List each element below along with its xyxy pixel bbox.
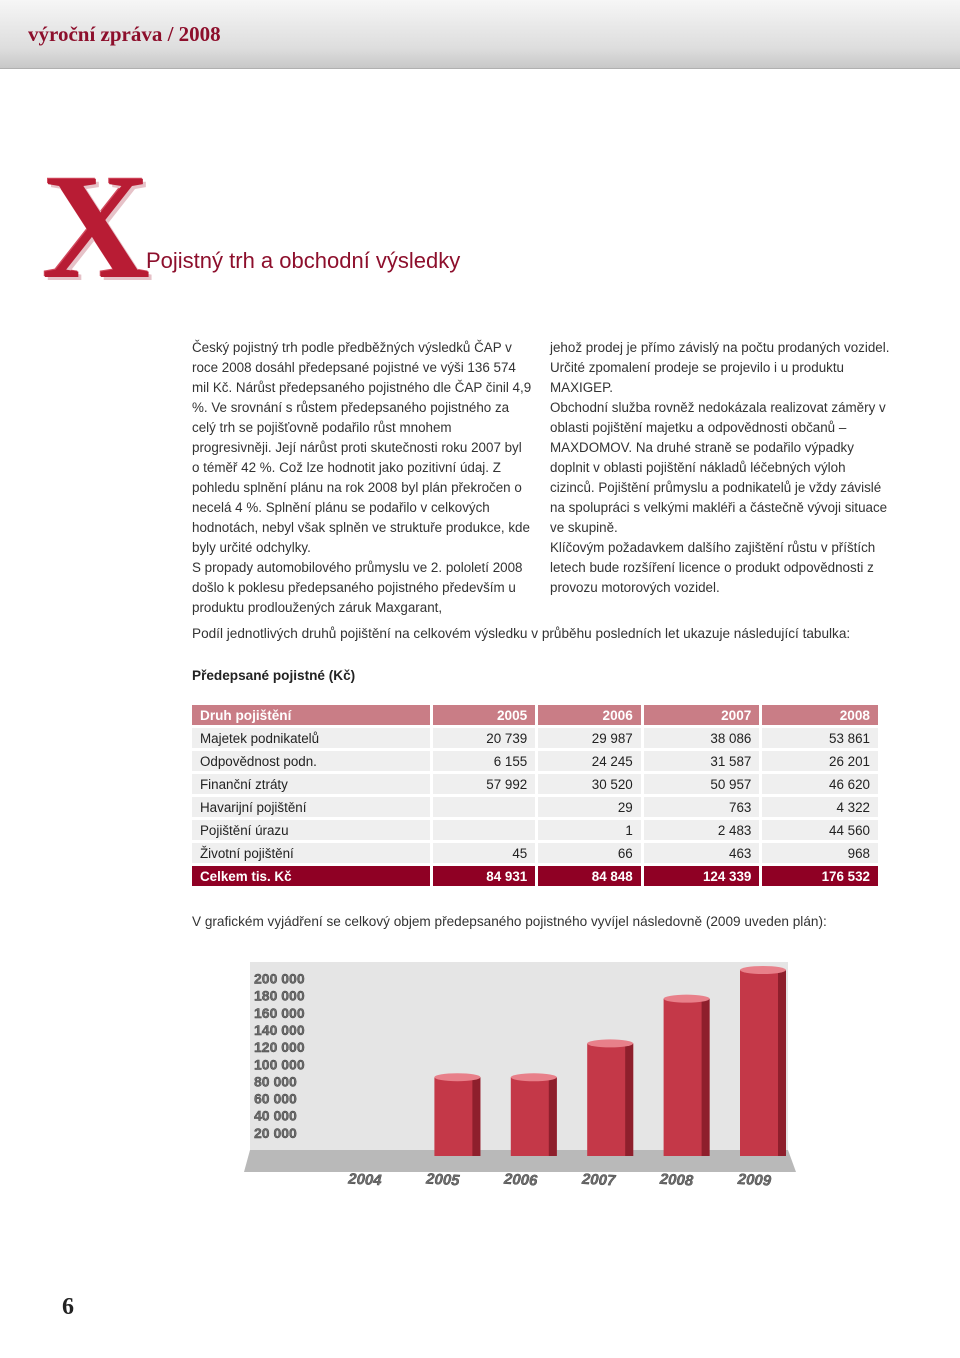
table-row — [192, 820, 878, 840]
bar-top-2005 — [434, 1073, 480, 1081]
x-tick-label: 2004 — [347, 1170, 383, 1190]
table-header-row — [192, 705, 878, 725]
y-tick-label: 200 000 — [254, 970, 305, 987]
table-cell: 30 520 — [535, 774, 641, 794]
table-cell: Pojištění úrazu — [192, 820, 430, 840]
y-tick-label: 160 000 — [254, 1004, 305, 1021]
bar-side-2009 — [778, 970, 786, 1156]
table-intro-text: Podíl jednotlivých druhů pojištění na celkovém výsledku v průběhu posledních let ukazuje následující tabulka: — [192, 626, 851, 641]
y-tick-label: 40 000 — [254, 1107, 297, 1124]
y-tick-label: 20 000 — [254, 1124, 297, 1141]
page-header — [0, 0, 960, 69]
table-row — [192, 751, 878, 771]
chapter-numeral: X — [42, 144, 147, 310]
table-cell: 20 739 — [430, 728, 536, 748]
table-cell: 2 483 — [641, 820, 760, 840]
bar-top-2007 — [587, 1039, 633, 1047]
table-row — [192, 774, 878, 794]
paragraph: S propady automobilového průmyslu ve 2. pololetí 2008 došlo k poklesu předepsaného pojistného především u produktu prodloužených záruk Maxgarant, — [192, 560, 523, 615]
bar-top-2009 — [740, 966, 786, 974]
table-row — [192, 843, 878, 863]
premium-bar-chart — [240, 940, 800, 1200]
chart-canvas — [240, 940, 800, 1200]
header-cell: 2005 — [430, 705, 536, 725]
table-cell: 124 339 — [641, 866, 760, 886]
header-cell: Druh pojištění — [192, 705, 430, 725]
premium-table — [192, 702, 878, 889]
y-tick-label: 180 000 — [254, 987, 305, 1004]
y-tick-label: 60 000 — [254, 1090, 297, 1107]
table-cell: 26 201 — [759, 751, 878, 771]
table-cell — [430, 820, 536, 840]
table-cell: 38 086 — [641, 728, 760, 748]
bar-side-2005 — [472, 1077, 480, 1156]
x-tick-label: 2007 — [581, 1170, 616, 1190]
paragraph: Český pojistný trh podle předběžných výsledků ČAP v roce 2008 dosáhl předepsané pojistné ve výši 136 574 mil Kč. Nárůst předepsaného pojistného dle ČAP činil 4,9 %. Ve srovnání s růstem předepsaného pojistného za celý trh se pojišťovně podařilo růst mnohem progresivněji. Její nárůst proti skutečnosti roku 2007 byl o téměř 42 %. Což lze hodnotit jako pozitivní údaj. Z pohledu splnění plánu na rok 2008 byl plán překročen o necelá 4 %. Splnění plánu se podařilo v celkových hodnotách, nebyl však splněn ve struktuře produkce, kde byly určité odchylky. — [192, 340, 532, 555]
x-tick-label: 2009 — [737, 1170, 772, 1190]
y-tick-label: 140 000 — [254, 1022, 305, 1038]
chapter-title: Pojistný trh a obchodní výsledky — [146, 248, 461, 273]
table-cell: Majetek podnikatelů — [192, 728, 430, 748]
text-column-left — [192, 338, 532, 618]
table-cell: 84 931 — [430, 866, 536, 886]
table-cell: 50 957 — [641, 774, 760, 794]
paragraph: Obchodní služba rovněž nedokázala realizovat záměry v oblasti pojištění majetku a odpovědnosti občanů – MAXDOMOV. Na druhé straně se podařilo výpadky doplnit v oblasti pojištění nákladů léčebných výloh cizinců. Pojištění průmyslu a podnikatelů je vždy závislé na spolupráci s velkými makléři a částečně vývoji situace ve skupině. — [550, 400, 888, 535]
table-cell: Havarijní pojištění — [192, 797, 430, 817]
table-cell: 53 861 — [759, 728, 878, 748]
bar-side-2006 — [549, 1077, 557, 1156]
table-row — [192, 728, 878, 748]
paragraph: Klíčovým požadavkem dalšího zajištění růstu v příštích letech bude rozšíření licence o produkt odpovědnosti z provozu motorových vozidel. — [550, 540, 876, 595]
bar-top-2008 — [664, 995, 710, 1003]
table-cell: 24 245 — [535, 751, 641, 771]
bar-side-2008 — [702, 999, 710, 1156]
table-cell: 84 848 — [535, 866, 641, 886]
table-cell: 57 992 — [430, 774, 536, 794]
header-cell: 2007 — [641, 705, 760, 725]
x-tick-label: 2008 — [659, 1170, 694, 1190]
table-cell — [430, 797, 536, 817]
table-cell: 4 322 — [759, 797, 878, 817]
chart-intro-text: V grafickém vyjádření se celkový objem předepsaného pojistného vyvíjel následovně (2009 uveden plán): — [192, 914, 827, 929]
y-tick-label: 100 000 — [254, 1056, 305, 1073]
table-cell: 463 — [641, 843, 760, 863]
paragraph: jehož prodej je přímo závislý na počtu prodaných vozidel. Určité zpomalení prodeje se projevilo i u produktu MAXIGEP. — [550, 340, 890, 395]
table-caption: Předepsané pojistné (Kč) — [192, 668, 356, 683]
x-tick-label: 2005 — [425, 1170, 460, 1190]
x-tick-label: 2006 — [503, 1170, 538, 1190]
bar-top-2006 — [511, 1073, 557, 1081]
bar-side-2007 — [625, 1043, 633, 1156]
table-cell: 46 620 — [759, 774, 878, 794]
table-cell: 1 — [535, 820, 641, 840]
table-cell: 66 — [535, 843, 641, 863]
table-cell: 44 560 — [759, 820, 878, 840]
table-cell: Životní pojištění — [192, 843, 430, 863]
table-cell: 6 155 — [430, 751, 536, 771]
table-row — [192, 797, 878, 817]
table-cell: 31 587 — [641, 751, 760, 771]
y-tick-label: 120 000 — [254, 1039, 305, 1056]
header-cell: 2006 — [535, 705, 641, 725]
table-cell: Finanční ztráty — [192, 774, 430, 794]
table-cell: 763 — [641, 797, 760, 817]
table-total-row — [192, 866, 878, 886]
table-cell: 176 532 — [759, 866, 878, 886]
page-number: 6 — [62, 1294, 74, 1320]
table-cell: Celkem tis. Kč — [192, 866, 430, 886]
table-cell: 29 987 — [535, 728, 641, 748]
text-column-right — [550, 338, 890, 598]
report-title: výroční zpráva / 2008 — [28, 22, 221, 46]
table-cell: 29 — [535, 797, 641, 817]
table-cell: Odpovědnost podn. — [192, 751, 430, 771]
header-cell: 2008 — [759, 705, 878, 725]
table-cell: 968 — [759, 843, 878, 863]
table-cell: 45 — [430, 843, 536, 863]
y-tick-label: 80 000 — [254, 1073, 297, 1090]
